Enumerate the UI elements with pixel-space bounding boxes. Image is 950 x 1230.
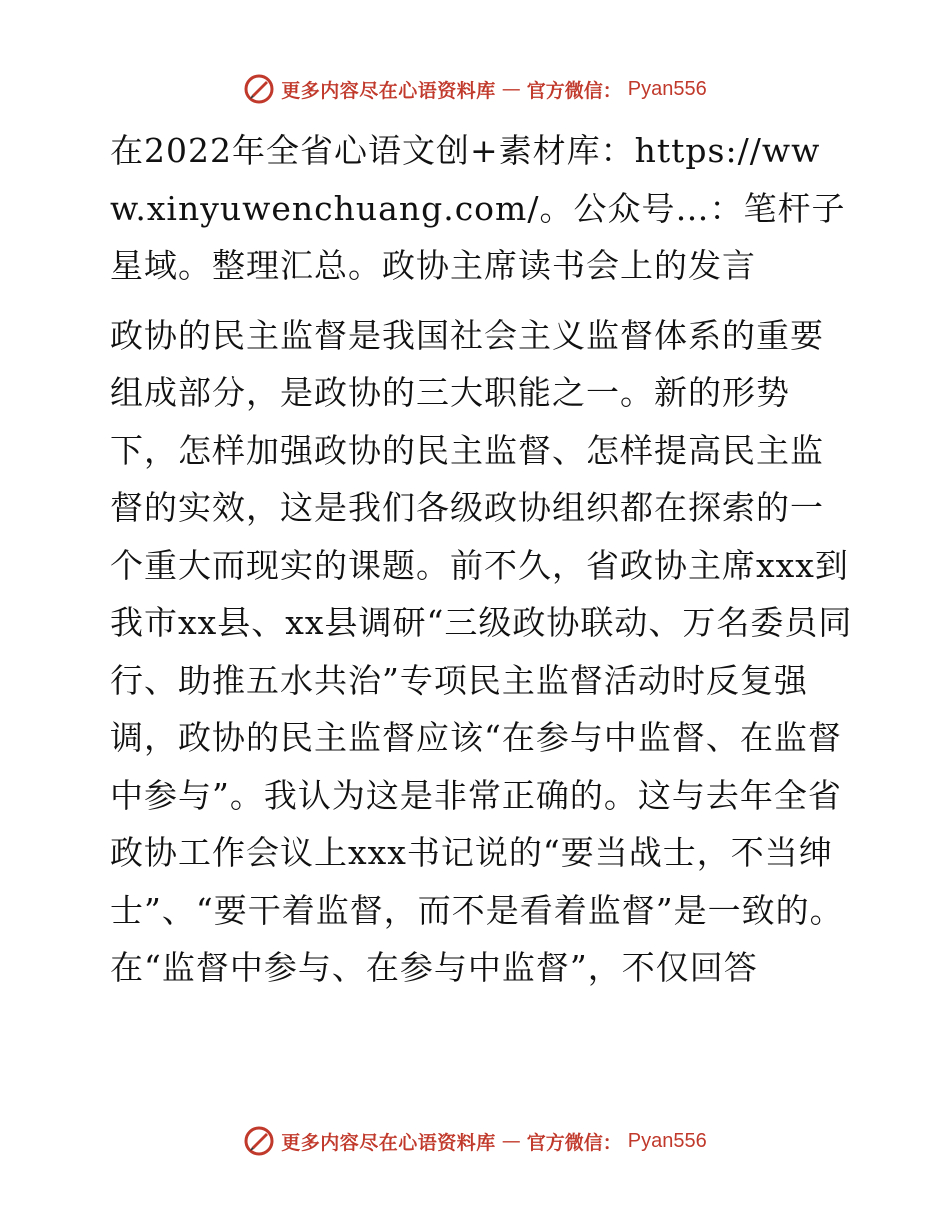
document-body <box>97 122 857 997</box>
paragraph: 政协的民主监督是我国社会主义监督体系的重要组成部分，是政协的三大职能之一。新的形势下，怎样加强政协的民主监督、怎样提高民主监督的实效，这是我们各级政协组织都在探索的一个重大而现实的课题。前不久，省政协主席xxx到我市xx县、xx县调研“三级政协联动、万名委员同行、助推五水共治”专项民主监督活动时反复强调，政协的民主监督应该“在参与中监督、在监督中参与”。我认为这是非常正确的。这与去年全省政协工作会议上xxx书记说的“要当战士，不当绅士”、“要干着监督，而不是看着监督”是一致的。在“监督中参与、在参与中监督”，不仅回答 <box>110 315 853 987</box>
paragraph: 在2022年全省心语文创+素材库：https://www.xinyuwenchuang.com/。公众号…：笔杆子星域。整理汇总。政协主席读书会上的发言 <box>110 131 846 285</box>
logo-icon <box>243 1125 275 1157</box>
separator: — <box>501 78 521 100</box>
slogan-text: 更多内容尽在心语资料库 <box>281 1131 496 1154</box>
wechat-label: 官方微信： <box>526 79 622 102</box>
wechat-id: Pyan556 <box>627 1129 707 1152</box>
footer-watermark <box>0 1124 950 1158</box>
logo-icon <box>243 73 275 105</box>
separator: — <box>501 1130 521 1152</box>
header-watermark <box>0 72 950 106</box>
wechat-id: Pyan556 <box>627 77 707 100</box>
slogan-text: 更多内容尽在心语资料库 <box>281 79 496 102</box>
wechat-label: 官方微信： <box>526 1131 622 1154</box>
